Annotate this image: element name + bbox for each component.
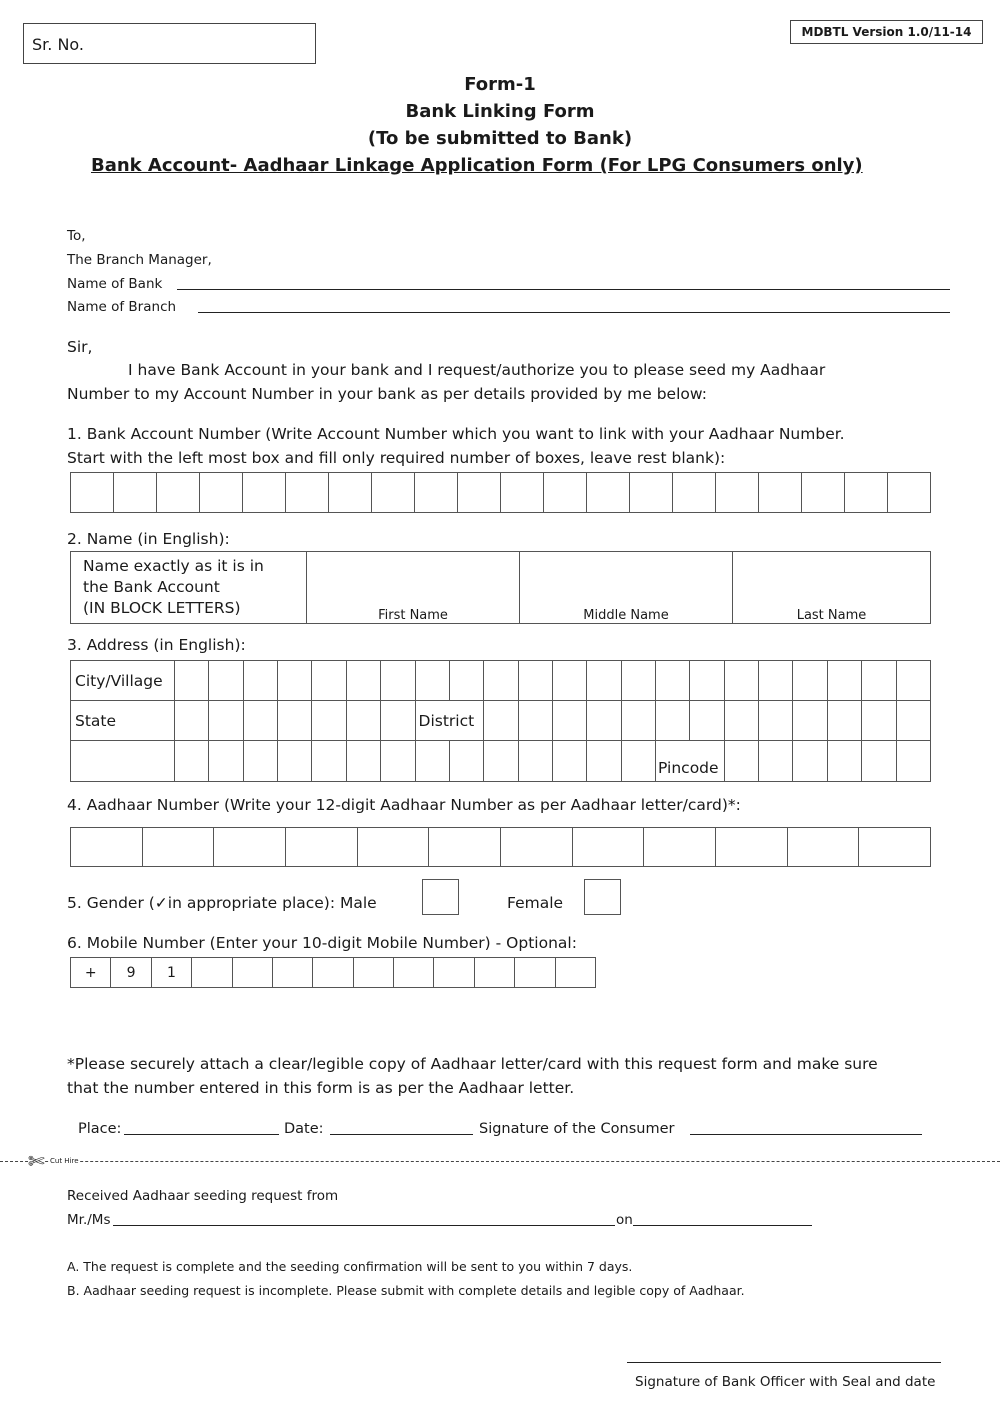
address-char-box[interactable] bbox=[484, 741, 518, 782]
city-char-box[interactable] bbox=[656, 661, 690, 701]
aadhaar-digit-box[interactable] bbox=[572, 828, 644, 867]
state-char-box[interactable] bbox=[278, 701, 312, 741]
middle-name-field[interactable] bbox=[520, 552, 733, 624]
district-char-box[interactable] bbox=[587, 701, 621, 741]
district-char-box[interactable] bbox=[862, 701, 896, 741]
account-digit-box[interactable] bbox=[243, 473, 286, 513]
middle-name-label: Middle Name bbox=[583, 608, 669, 623]
state-char-box[interactable] bbox=[209, 701, 243, 741]
name-description bbox=[71, 552, 307, 624]
state-char-box[interactable] bbox=[243, 701, 277, 741]
receipt-date-field[interactable] bbox=[633, 1225, 812, 1226]
account-digit-box[interactable] bbox=[114, 473, 157, 513]
mobile-digit-box[interactable] bbox=[232, 958, 272, 988]
city-char-box[interactable] bbox=[449, 661, 483, 701]
sr-no-label: Sr. No. bbox=[32, 35, 84, 54]
aadhaar-digit-box[interactable] bbox=[142, 828, 214, 867]
aadhaar-digit-box[interactable] bbox=[859, 828, 931, 867]
account-digit-box[interactable] bbox=[673, 473, 716, 513]
account-digit-box[interactable] bbox=[200, 473, 243, 513]
letter-line-2: Number to my Account Number in your bank as per details provided by me below: bbox=[67, 385, 707, 403]
pincode-digit-box[interactable] bbox=[862, 741, 896, 782]
form-number: Form-1 bbox=[464, 74, 536, 95]
mobile-prefix-box: + bbox=[71, 958, 111, 988]
aadhaar-number-boxes bbox=[70, 827, 931, 867]
city-char-box[interactable] bbox=[827, 661, 861, 701]
mobile-digit-box[interactable] bbox=[394, 958, 434, 988]
account-digit-box[interactable] bbox=[845, 473, 888, 513]
address-char-box[interactable] bbox=[552, 741, 586, 782]
state-char-box[interactable] bbox=[175, 701, 209, 741]
form-title: Bank Linking Form bbox=[405, 101, 595, 122]
bank-name-field[interactable] bbox=[177, 289, 950, 290]
account-digit-box[interactable] bbox=[587, 473, 630, 513]
district-char-box[interactable] bbox=[552, 701, 586, 741]
section3-heading: 3. Address (in English): bbox=[67, 636, 246, 654]
district-char-box[interactable] bbox=[690, 701, 724, 741]
section4-heading: 4. Aadhaar Number (Write your 12-digit Aadhaar Number as per Aadhaar letter/card)*: bbox=[67, 796, 741, 814]
sr-no-box[interactable] bbox=[23, 23, 316, 64]
city-char-box[interactable] bbox=[484, 661, 518, 701]
section2-heading: 2. Name (in English): bbox=[67, 530, 230, 548]
city-char-box[interactable] bbox=[175, 661, 209, 701]
section6-heading: 6. Mobile Number (Enter your 10-digit Mobile Number) - Optional: bbox=[67, 934, 577, 952]
mobile-digit-box[interactable] bbox=[515, 958, 555, 988]
state-char-box[interactable] bbox=[381, 701, 415, 741]
city-char-box[interactable] bbox=[552, 661, 586, 701]
last-name-field[interactable] bbox=[733, 552, 931, 624]
female-label: Female bbox=[507, 894, 564, 912]
address-char-box[interactable] bbox=[209, 741, 243, 782]
first-name-label: First Name bbox=[378, 608, 448, 623]
pincode-digit-box[interactable] bbox=[793, 741, 827, 782]
section5-heading: 5. Gender (✓in appropriate place): Male bbox=[67, 894, 377, 912]
aadhaar-digit-box[interactable] bbox=[429, 828, 501, 867]
cut-label: Cut Hire bbox=[50, 1157, 79, 1165]
address-table bbox=[70, 660, 931, 782]
account-digit-box[interactable] bbox=[759, 473, 802, 513]
address-char-box[interactable] bbox=[243, 741, 277, 782]
name-desc-line-1: Name exactly as it is in bbox=[83, 557, 264, 575]
note-line-2: that the number entered in this form is as per the Aadhaar letter. bbox=[67, 1079, 575, 1097]
address-char-box[interactable] bbox=[278, 741, 312, 782]
account-digit-box[interactable] bbox=[372, 473, 415, 513]
address-char-box[interactable] bbox=[346, 741, 380, 782]
manager-label: The Branch Manager, bbox=[67, 252, 212, 268]
mrms-label: Mr./Ms bbox=[67, 1212, 111, 1228]
aadhaar-digit-box[interactable] bbox=[787, 828, 859, 867]
district-char-box[interactable] bbox=[827, 701, 861, 741]
city-char-box[interactable] bbox=[346, 661, 380, 701]
district-char-box[interactable] bbox=[621, 701, 655, 741]
address-char-box[interactable] bbox=[587, 741, 621, 782]
city-char-box[interactable] bbox=[209, 661, 243, 701]
district-char-box[interactable] bbox=[759, 701, 793, 741]
mobile-digit-box[interactable] bbox=[434, 958, 474, 988]
aadhaar-digit-box[interactable] bbox=[214, 828, 286, 867]
pincode-digit-box[interactable] bbox=[896, 741, 930, 782]
pincode-digit-box[interactable] bbox=[724, 741, 758, 782]
last-name-label: Last Name bbox=[796, 608, 867, 623]
district-char-box[interactable] bbox=[484, 701, 518, 741]
aadhaar-digit-box[interactable] bbox=[357, 828, 429, 867]
city-char-box[interactable] bbox=[759, 661, 793, 701]
mobile-digit-box[interactable] bbox=[353, 958, 393, 988]
mobile-digit-box[interactable] bbox=[555, 958, 596, 988]
address-char-box[interactable] bbox=[175, 741, 209, 782]
date-field[interactable] bbox=[330, 1134, 473, 1135]
city-char-box[interactable] bbox=[518, 661, 552, 701]
account-digit-box[interactable] bbox=[888, 473, 931, 513]
account-digit-box[interactable] bbox=[716, 473, 759, 513]
note-line-1: *Please securely attach a clear/legible copy of Aadhaar letter/card with this request form and make sure bbox=[67, 1055, 878, 1073]
city-char-box[interactable] bbox=[862, 661, 896, 701]
salutation: Sir, bbox=[67, 338, 93, 356]
version-label: MDBTL Version 1.0/11-14 bbox=[790, 20, 983, 44]
address-char-box[interactable] bbox=[518, 741, 552, 782]
name-desc-line-2: the Bank Account bbox=[83, 578, 220, 596]
city-char-box[interactable] bbox=[793, 661, 827, 701]
account-digit-box[interactable] bbox=[286, 473, 329, 513]
officer-signature-field[interactable] bbox=[627, 1362, 941, 1363]
branch-name-label: Name of Branch bbox=[67, 299, 177, 315]
mobile-number-boxes bbox=[70, 957, 596, 988]
section1-line-2: Start with the left most box and fill only required number of boxes, leave rest blank): bbox=[67, 449, 726, 467]
section1-line-1: 1. Bank Account Number (Write Account Number which you want to link with your Aadhaar Number. bbox=[67, 425, 845, 443]
city-char-box[interactable] bbox=[621, 661, 655, 701]
place-label: Place: bbox=[78, 1121, 122, 1137]
city-char-box[interactable] bbox=[587, 661, 621, 701]
name-desc-line-3: (IN BLOCK LETTERS) bbox=[83, 599, 241, 617]
pincode-digit-box[interactable] bbox=[827, 741, 861, 782]
district-char-box[interactable] bbox=[896, 701, 930, 741]
branch-name-field[interactable] bbox=[198, 312, 950, 313]
place-field[interactable] bbox=[124, 1134, 279, 1135]
state-char-box[interactable] bbox=[312, 701, 346, 741]
submit-note: (To be submitted to Bank) bbox=[367, 128, 633, 149]
name-table bbox=[70, 551, 931, 624]
address-char-box[interactable] bbox=[449, 741, 483, 782]
city-char-box[interactable] bbox=[312, 661, 346, 701]
receipt-option-b: B. Aadhaar seeding request is incomplete. Please submit with complete details and legible copy of Aadhaar. bbox=[67, 1283, 745, 1298]
account-digit-box[interactable] bbox=[544, 473, 587, 513]
district-label: District bbox=[415, 701, 484, 741]
city-char-box[interactable] bbox=[278, 661, 312, 701]
city-char-box[interactable] bbox=[896, 661, 930, 701]
address-blank-label bbox=[71, 741, 175, 782]
date-label: Date: bbox=[284, 1121, 324, 1137]
state-char-box[interactable] bbox=[346, 701, 380, 741]
address-char-box[interactable] bbox=[381, 741, 415, 782]
receipt-name-field[interactable] bbox=[113, 1225, 615, 1226]
account-digit-box[interactable] bbox=[458, 473, 501, 513]
pincode-label: Pincode bbox=[656, 741, 725, 782]
pincode-digit-box[interactable] bbox=[759, 741, 793, 782]
consumer-signature-field[interactable] bbox=[690, 1134, 922, 1135]
mobile-digit-box[interactable] bbox=[474, 958, 514, 988]
mobile-digit-box[interactable] bbox=[272, 958, 312, 988]
account-digit-box[interactable] bbox=[329, 473, 372, 513]
district-char-box[interactable] bbox=[656, 701, 690, 741]
bank-name-label: Name of Bank bbox=[67, 276, 163, 292]
form-subtitle: Bank Account- Aadhaar Linkage Application Form (For LPG Consumers only) bbox=[91, 155, 863, 176]
address-char-box[interactable] bbox=[312, 741, 346, 782]
consumer-signature-label: Signature of the Consumer bbox=[479, 1121, 675, 1137]
received-label: Received Aadhaar seeding request from bbox=[67, 1188, 339, 1204]
aadhaar-digit-box[interactable] bbox=[285, 828, 357, 867]
aadhaar-digit-box[interactable] bbox=[644, 828, 716, 867]
city-char-box[interactable] bbox=[381, 661, 415, 701]
account-digit-box[interactable] bbox=[501, 473, 544, 513]
mobile-prefix-box: 1 bbox=[151, 958, 191, 988]
city-char-box[interactable] bbox=[415, 661, 449, 701]
officer-signature-label: Signature of Bank Officer with Seal and date bbox=[635, 1374, 936, 1390]
scissors-icon: ✄ bbox=[28, 1149, 45, 1173]
city-label: City/Village bbox=[71, 661, 175, 701]
aadhaar-digit-box[interactable] bbox=[500, 828, 572, 867]
cut-line bbox=[0, 1161, 1000, 1162]
to-label: To, bbox=[67, 228, 86, 244]
letter-line-1: I have Bank Account in your bank and I request/authorize you to please seed my Aadhaar bbox=[128, 361, 826, 379]
city-char-box[interactable] bbox=[724, 661, 758, 701]
account-digit-box[interactable] bbox=[157, 473, 200, 513]
address-char-box[interactable] bbox=[415, 741, 449, 782]
aadhaar-digit-box[interactable] bbox=[715, 828, 787, 867]
receipt-option-a: A. The request is complete and the seeding confirmation will be sent to you within 7 days. bbox=[67, 1259, 633, 1274]
mobile-digit-box[interactable] bbox=[313, 958, 353, 988]
account-digit-box[interactable] bbox=[415, 473, 458, 513]
female-checkbox[interactable] bbox=[584, 879, 621, 915]
mobile-prefix-box: 9 bbox=[111, 958, 151, 988]
male-checkbox[interactable] bbox=[422, 879, 459, 915]
on-label: on bbox=[616, 1212, 633, 1228]
district-char-box[interactable] bbox=[724, 701, 758, 741]
account-digit-box[interactable] bbox=[802, 473, 845, 513]
address-char-box[interactable] bbox=[621, 741, 655, 782]
account-digit-box[interactable] bbox=[630, 473, 673, 513]
city-char-box[interactable] bbox=[243, 661, 277, 701]
mobile-digit-box[interactable] bbox=[192, 958, 232, 988]
city-char-box[interactable] bbox=[690, 661, 724, 701]
first-name-field[interactable] bbox=[307, 552, 520, 624]
state-label: State bbox=[71, 701, 175, 741]
account-number-boxes bbox=[70, 472, 931, 513]
district-char-box[interactable] bbox=[518, 701, 552, 741]
district-char-box[interactable] bbox=[793, 701, 827, 741]
aadhaar-digit-box[interactable] bbox=[71, 828, 143, 867]
account-digit-box[interactable] bbox=[71, 473, 114, 513]
